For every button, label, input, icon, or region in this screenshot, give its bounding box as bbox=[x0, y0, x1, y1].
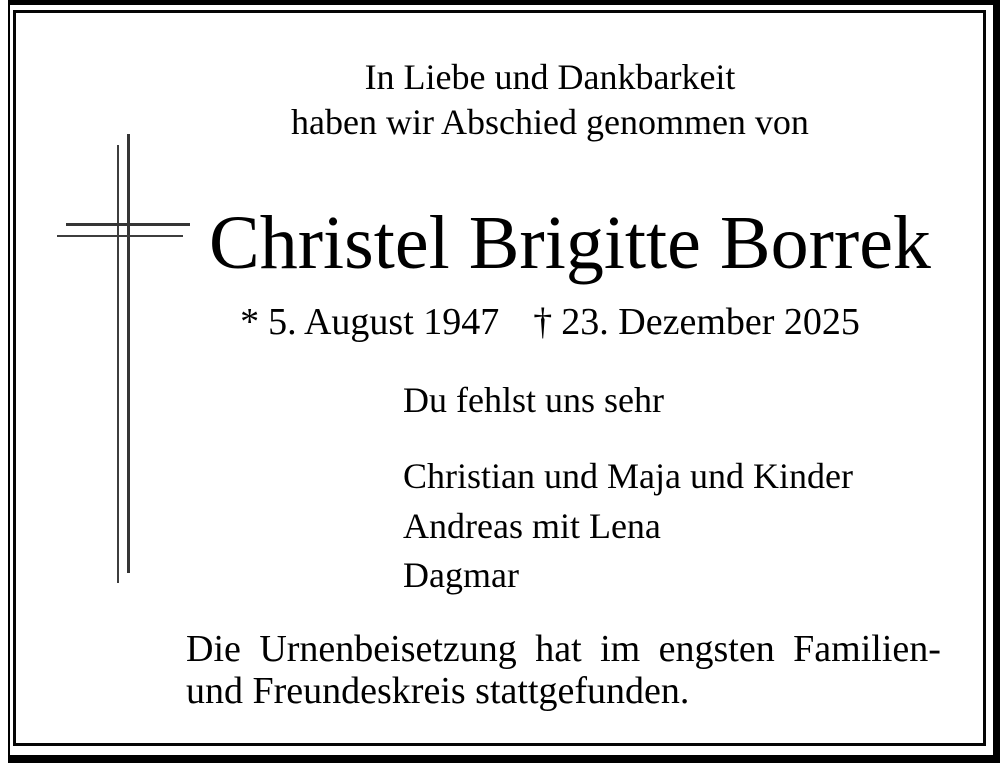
intro-line-2: haben wir Abschied genommen von bbox=[291, 102, 809, 142]
intro-line-1: In Liebe und Dankbarkeit bbox=[364, 57, 736, 97]
cross-vertical-line-back bbox=[117, 145, 119, 583]
funeral-note-line-1 bbox=[186, 630, 941, 668]
funeral-note-word: Familien- bbox=[793, 628, 941, 670]
funeral-note-word: engsten bbox=[658, 628, 775, 670]
farewell-line: Du fehlst uns sehr bbox=[403, 380, 664, 420]
mourner-line: Dagmar bbox=[403, 555, 519, 595]
birth-date: 5. August 1947 bbox=[268, 301, 500, 343]
mourners-list bbox=[403, 452, 853, 601]
funeral-note-word: im bbox=[600, 628, 641, 670]
cross-horizontal-line-lower bbox=[57, 235, 183, 237]
mourner-line: Andreas mit Lena bbox=[403, 505, 661, 546]
memorial-cross-icon bbox=[55, 130, 195, 585]
life-dates bbox=[150, 303, 950, 341]
death-date-group bbox=[533, 301, 860, 343]
mourner-line: Christian und Maja und Kinder bbox=[403, 456, 853, 496]
funeral-note-word: Urnenbeisetzung bbox=[259, 628, 517, 670]
birth-date-group bbox=[240, 301, 499, 343]
star-of-birth-icon: * bbox=[240, 301, 260, 343]
cross-vertical-line-front bbox=[127, 134, 130, 573]
funeral-note-line-2: und Freundeskreis stattgefunden. bbox=[186, 670, 690, 712]
deceased-name: Christel Brigitte Borrek bbox=[209, 201, 931, 285]
funeral-note-word: hat bbox=[535, 628, 582, 670]
funeral-note-word: Die bbox=[186, 628, 241, 670]
death-date: 23. Dezember 2025 bbox=[561, 301, 860, 343]
dagger-of-death-icon: † bbox=[533, 301, 553, 343]
